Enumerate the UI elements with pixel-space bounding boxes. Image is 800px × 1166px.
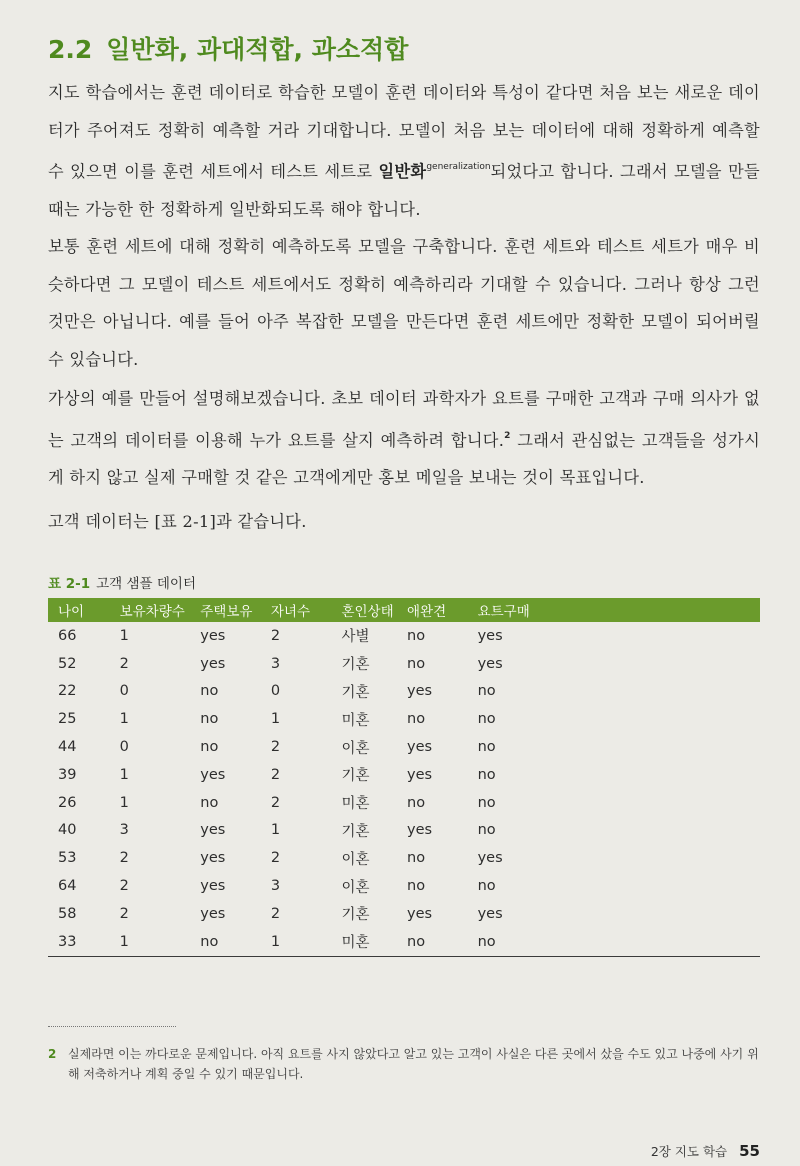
column-header-owns-dog: 애완견 (407, 604, 447, 620)
table-cell-bought-boat: no (477, 878, 496, 895)
customer-sample-table (48, 598, 760, 957)
table-cell-marital-status: 기혼 (341, 823, 370, 840)
table-cell-marital-status: 기혼 (341, 684, 370, 701)
paragraph-training-set: 보통 훈련 세트에 대해 정확히 예측하도록 모델을 구축합니다. 훈련 세트와 테스트 세트가 매우 비슷하다면 그 모델이 테스트 세트에서도 정확히 예측하리라 기대할 수 있습니다. 그러나 항상 그런 것만은 아닙니다. 예를 들어 아주 복잡한 모델을 만든다면 훈련 세트에만 정확한 모델이 되어버릴 수 있습니다. (48, 237, 760, 369)
table-cell-children: 2 (270, 766, 281, 783)
table-cell-owns-house: yes (200, 627, 226, 644)
table-cell-children: 1 (270, 711, 281, 728)
table-cell-bought-boat: no (477, 711, 496, 728)
table-cell-age: 26 (58, 794, 77, 811)
table-cell-marital-status: 기혼 (341, 907, 370, 924)
column-header-marital-status: 혼인상태 (341, 604, 394, 620)
table-cell-owns-dog: no (407, 850, 426, 867)
table-cell-cars-owned: 1 (120, 928, 201, 956)
page-footer (651, 1141, 760, 1160)
table-cell-children: 2 (270, 627, 281, 644)
table-cell-cars-owned: 2 (119, 655, 129, 672)
table-cell-owns-dog: yes (407, 683, 433, 700)
table-caption-number: 표 2-1 (48, 576, 91, 592)
table-cell-age: 25 (58, 711, 77, 728)
table-cell-bought-boat: yes (477, 627, 503, 644)
table-cell-cars-owned: 1 (119, 711, 129, 728)
table-cell-children: 0 (270, 683, 281, 700)
footnote-reference[interactable]: 2 (504, 430, 511, 441)
paragraph-generalization (48, 74, 760, 228)
table-cell-owns-house: yes (200, 655, 226, 672)
table-caption (48, 572, 196, 592)
table-cell-owns-house: no (200, 739, 219, 756)
column-header-cars-owned: 보유차량수 (119, 604, 185, 620)
table-cell-children: 2 (270, 905, 281, 922)
table-row (48, 789, 760, 817)
table-row (48, 900, 760, 928)
table-caption-title: 고객 샘플 데이터 (96, 576, 197, 592)
table-cell-bought-boat: yes (477, 655, 503, 672)
table-row (48, 817, 760, 845)
table-cell-owns-house: yes (200, 822, 226, 839)
table-cell-cars-owned: 1 (119, 627, 129, 644)
table-cell-age: 64 (58, 878, 77, 895)
table-row (48, 622, 760, 650)
table-cell-cars-owned: 2 (119, 878, 129, 895)
table-cell-bought-boat: no (477, 822, 496, 839)
table-cell-children: 2 (270, 794, 281, 811)
table-cell-owns-house: yes (200, 766, 226, 783)
table-cell-bought-boat: no (477, 794, 496, 811)
table-cell-age: 22 (58, 683, 77, 700)
table-cell-children: 2 (270, 739, 281, 756)
table-cell-age: 39 (58, 766, 77, 783)
table-cell-bought-boat: no (477, 683, 496, 700)
table-cell-marital-status: 미혼 (341, 712, 370, 729)
footnote-number: 2 (48, 1047, 57, 1061)
footnote (48, 1044, 760, 1084)
section-number: 2.2 (48, 35, 93, 64)
table-cell-age: 44 (58, 739, 77, 756)
column-header-bought-boat: 요트구매 (477, 604, 530, 620)
table-cell-bought-boat: no (478, 928, 760, 956)
paragraph-table-intro: 고객 데이터는 [표 2-1]과 같습니다. (48, 512, 307, 531)
table-row (48, 844, 760, 872)
term-generalization: 일반화 (378, 162, 427, 181)
table-cell-owns-house: no (200, 683, 219, 700)
table-cell-marital-status: 이혼 (341, 740, 370, 757)
footnote-text: 실제라면 이는 까다로운 문제입니다. 아직 요트를 사지 않았다고 알고 있는 고객이 사실은 다른 곳에서 샀을 수도 있고 나중에 사기 위해 저축하거나 계획 중일 수 있기 때문입니다. (68, 1047, 759, 1081)
table-cell-bought-boat: yes (477, 905, 503, 922)
para1-text-before: 지도 학습에서는 훈련 데이터로 학습한 모델이 훈련 데이터와 특성이 같다면 처음 보는 새로운 데이터가 주어져도 정확히 예측할 거라 기대합니다. 모델이 처음 보는 데이터에 대해 정확하게 예측할 수 있으면 이를 훈련 세트에서 테스트 세트로 (48, 83, 760, 181)
table-cell-marital-status: 이혼 (341, 879, 370, 896)
paragraph-yacht-example (48, 380, 760, 497)
column-header-age: 나이 (58, 604, 85, 620)
table-cell-bought-boat: no (477, 739, 496, 756)
para1-text-after: 되었다고 합니다. 그래서 모델을 만들 때는 가능한 한 정확하게 일반화되도록 해야 합니다. (48, 162, 760, 219)
table-cell-bought-boat: yes (477, 850, 503, 867)
table-cell-marital-status: 미혼 (341, 796, 370, 813)
table-cell-children: 2 (270, 850, 281, 867)
table-cell-owns-house: yes (200, 850, 226, 867)
table-cell-children: 3 (270, 878, 281, 895)
table-cell-marital-status: 기혼 (341, 768, 370, 785)
table-cell-owns-dog: no (407, 711, 426, 728)
table-cell-marital-status: 미혼 (341, 928, 407, 956)
table-row (48, 872, 760, 900)
table-row (48, 650, 760, 678)
table-cell-owns-dog: no (407, 627, 426, 644)
table-cell-owns-dog: yes (407, 739, 433, 756)
table-cell-age: 52 (58, 655, 77, 672)
table-cell-owns-dog: yes (407, 822, 433, 839)
table-cell-marital-status: 이혼 (341, 851, 370, 868)
table-row (48, 928, 760, 956)
table-row (48, 733, 760, 761)
table-cell-owns-house: no (200, 928, 271, 956)
para3-text-after: 그래서 관심없는 고객들을 성가시게 하지 않고 실제 구매할 것 같은 고객에게만 홍보 메일을 보내는 것이 목표입니다. (48, 430, 760, 487)
section-title: 일반화, 과대적합, 과소적합 (106, 35, 409, 64)
table-cell-owns-dog: yes (407, 766, 433, 783)
table-body (48, 622, 760, 956)
column-header-children: 자녀수 (270, 604, 310, 620)
table-cell-age: 66 (58, 627, 77, 644)
table-row (48, 761, 760, 789)
table-cell-age: 40 (58, 822, 77, 839)
column-header-owns-house: 주택보유 (200, 604, 253, 620)
term-generalization-english: generalization (426, 162, 491, 172)
table-cell-age: 33 (48, 928, 120, 956)
table-cell-cars-owned: 2 (119, 850, 129, 867)
table-cell-age: 58 (58, 905, 77, 922)
table-cell-owns-house: no (200, 794, 219, 811)
para3-text-before: 가상의 예를 만들어 설명해보겠습니다. 초보 데이터 과학자가 요트를 구매한 고객과 구매 의사가 없는 고객의 데이터를 이용해 누가 요트를 살지 예측하려 합니다. (48, 389, 760, 450)
table-cell-owns-house: no (200, 711, 219, 728)
table-row (48, 678, 760, 706)
table-row (48, 705, 760, 733)
page-number: 55 (739, 1142, 760, 1160)
table-cell-bought-boat: no (477, 766, 496, 783)
table-cell-marital-status: 기혼 (341, 657, 370, 674)
table-cell-owns-dog: yes (407, 905, 433, 922)
table-cell-owns-dog: no (407, 655, 426, 672)
table-cell-marital-status: 사별 (341, 629, 370, 646)
footnote-divider (48, 1026, 176, 1027)
table-cell-owns-house: yes (200, 905, 226, 922)
table-cell-owns-dog: no (407, 794, 426, 811)
table-cell-owns-dog: no (407, 928, 478, 956)
table-cell-owns-dog: no (407, 878, 426, 895)
section-heading (48, 30, 408, 66)
table-header-row (48, 598, 760, 622)
table-cell-cars-owned: 0 (119, 739, 129, 756)
table-cell-children: 1 (270, 822, 281, 839)
footer-chapter-title: 2장 지도 학습 (650, 1144, 728, 1159)
table-cell-children: 3 (270, 655, 281, 672)
table-cell-cars-owned: 3 (119, 822, 129, 839)
table-cell-children: 1 (271, 928, 342, 956)
table-cell-owns-house: yes (200, 878, 226, 895)
table-cell-cars-owned: 1 (119, 766, 129, 783)
table-cell-cars-owned: 0 (119, 683, 129, 700)
table-cell-cars-owned: 1 (119, 794, 129, 811)
table-cell-cars-owned: 2 (119, 905, 129, 922)
table-cell-age: 53 (58, 850, 77, 867)
